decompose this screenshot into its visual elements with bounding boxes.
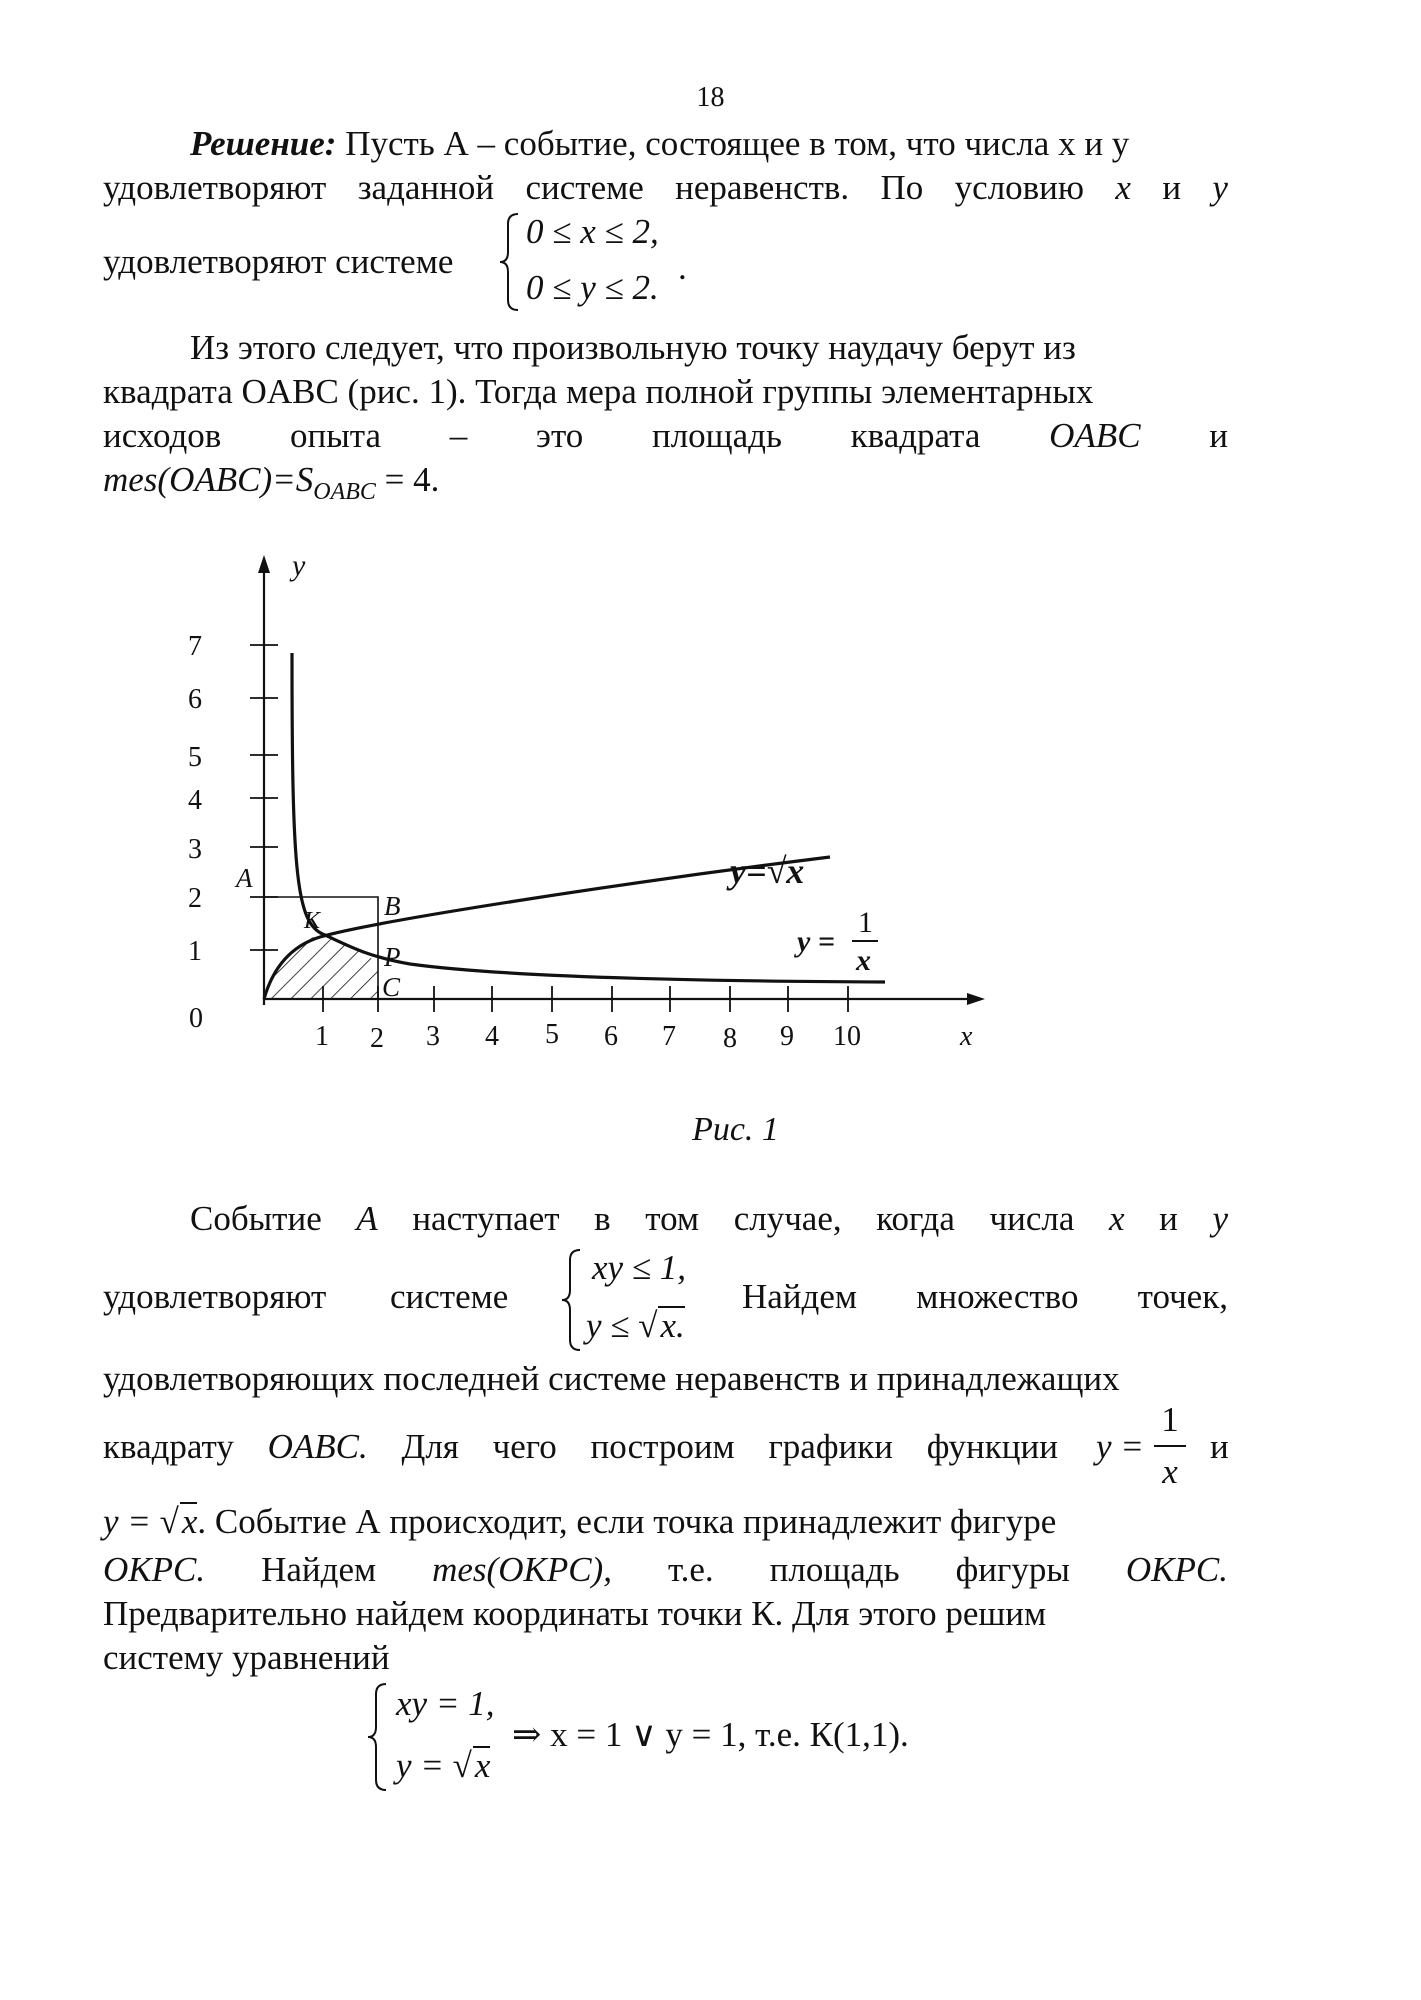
radicand: x bbox=[474, 1746, 491, 1785]
curve-inverse-label-lhs: y = bbox=[797, 925, 835, 958]
word: y bbox=[1212, 168, 1228, 207]
origin-label: 0 bbox=[189, 1003, 203, 1034]
p1-line1 bbox=[190, 122, 1129, 166]
ineq-lhs: y ≤ bbox=[586, 1306, 639, 1345]
system3-result: ⇒ x = 1 ∨ y = 1, т.е. К(1,1). bbox=[512, 1715, 909, 1754]
word: – bbox=[449, 416, 468, 455]
mes-expr: mes(OABC)=S bbox=[103, 460, 314, 499]
fraction-bar bbox=[1154, 1445, 1186, 1447]
word: графики bbox=[768, 1427, 893, 1466]
p1-line1-rest: Пусть А – событие, состоящее в том, что числа x и y bbox=[336, 124, 1130, 163]
word: OABC. bbox=[267, 1427, 368, 1466]
word: y bbox=[1212, 1199, 1228, 1238]
word: условию bbox=[954, 168, 1085, 207]
word: Найдем bbox=[742, 1277, 858, 1316]
figure-caption: Рис. 1 bbox=[692, 1111, 779, 1148]
system1-line-b: 0 ≤ y ≤ 2. bbox=[526, 268, 659, 307]
word: множество bbox=[916, 1277, 1079, 1316]
word: фигуры bbox=[955, 1550, 1070, 1589]
word: Для bbox=[401, 1427, 459, 1466]
word: числа bbox=[989, 1199, 1075, 1238]
word: площадь bbox=[769, 1550, 900, 1589]
x-tick-label: 8 bbox=[723, 1023, 737, 1054]
x-tick-label: 6 bbox=[604, 1021, 618, 1052]
word: mes(OKPC), bbox=[432, 1550, 612, 1589]
y-axis-label: y bbox=[292, 549, 306, 582]
p2-line1: Из этого следует, что произвольную точку наудачу берут из bbox=[190, 328, 1076, 367]
x-tick-label: 3 bbox=[426, 1021, 440, 1052]
word: удовлетворяют bbox=[103, 168, 327, 207]
word: наступает bbox=[412, 1199, 560, 1238]
eq-lhs: y = bbox=[396, 1746, 453, 1785]
brace-icon bbox=[498, 212, 522, 312]
system1-line-a: 0 ≤ x ≤ 2, bbox=[526, 212, 659, 251]
curve-inverse-numerator: 1 bbox=[858, 906, 873, 939]
word: квадрату bbox=[103, 1427, 234, 1466]
p3-line4 bbox=[103, 1425, 1058, 1469]
word: когда bbox=[876, 1199, 955, 1238]
word: т.е. bbox=[667, 1550, 714, 1589]
point-a-label: A bbox=[236, 863, 253, 893]
word: функции bbox=[926, 1427, 1058, 1466]
system1-end: . bbox=[678, 248, 687, 287]
mes-value: = 4. bbox=[375, 460, 440, 499]
system2-line-b: y ≤ √x. bbox=[586, 1306, 685, 1345]
radicand: x bbox=[181, 1502, 198, 1541]
word: это bbox=[535, 416, 584, 455]
curve-inverse-denominator: x bbox=[856, 944, 871, 977]
system2-line-a: xy ≤ 1, bbox=[592, 1248, 687, 1287]
word: OABC bbox=[1049, 416, 1141, 455]
brace-icon bbox=[560, 1248, 584, 1352]
p3-line2-prefix-a: удовлетворяют bbox=[103, 1277, 327, 1316]
subscript: OABC bbox=[313, 479, 376, 505]
y-tick-label: 5 bbox=[188, 742, 202, 773]
word: чего bbox=[492, 1427, 557, 1466]
word: А bbox=[356, 1199, 378, 1238]
page-number: 18 bbox=[696, 82, 725, 113]
word: и bbox=[1159, 1199, 1178, 1238]
y-tick-label: 1 bbox=[188, 936, 202, 967]
word: опыта bbox=[290, 416, 382, 455]
brace-icon bbox=[366, 1682, 390, 1792]
system3-line-a: xy = 1, bbox=[396, 1684, 495, 1723]
p3-line4-frac-den: x bbox=[1162, 1452, 1178, 1491]
word: заданной bbox=[357, 168, 495, 207]
word: OKPC. bbox=[103, 1550, 206, 1589]
y-tick-label: 2 bbox=[188, 883, 202, 914]
p3-line5: y = √x. Событие А происходит, если точка принадлежит фигуре bbox=[103, 1502, 1057, 1541]
word: x bbox=[1115, 168, 1131, 207]
word: неравенств. bbox=[675, 168, 850, 207]
p3-line4-frac-num: 1 bbox=[1161, 1400, 1179, 1439]
word: OKPC. bbox=[1125, 1550, 1228, 1589]
eq-lhs: y = bbox=[103, 1502, 160, 1541]
word: построим bbox=[590, 1427, 735, 1466]
p2-line2: квадрата OABC (рис. 1). Тогда мера полной группы элементарных bbox=[103, 372, 1094, 411]
p1-line2 bbox=[103, 166, 1228, 210]
word: x bbox=[1108, 1199, 1125, 1238]
x-tick-label: 1 bbox=[315, 1021, 329, 1052]
p3-line2-suffix bbox=[742, 1275, 1228, 1319]
x-axis-arrow-icon bbox=[967, 993, 985, 1005]
x-axis-label: x bbox=[960, 1021, 973, 1052]
p3-line6 bbox=[103, 1548, 1228, 1592]
p3-line1 bbox=[190, 1197, 1228, 1241]
figure-graph bbox=[170, 545, 1000, 1075]
word: системе bbox=[525, 168, 644, 207]
p3-line4-frac-lhs: y = bbox=[1096, 1427, 1144, 1466]
x-tick-label: 10 bbox=[833, 1021, 861, 1052]
word: случае, bbox=[733, 1199, 842, 1238]
curve-sqrt-label: y=√x bbox=[730, 851, 805, 891]
word: По bbox=[880, 168, 924, 207]
p2-line3 bbox=[103, 414, 1228, 458]
word: Найдем bbox=[261, 1550, 377, 1589]
radicand: x. bbox=[660, 1306, 685, 1345]
point-k-label: K bbox=[304, 908, 321, 934]
x-tick-label: 5 bbox=[545, 1019, 559, 1050]
word: том bbox=[645, 1199, 700, 1238]
x-tick-label: 9 bbox=[780, 1021, 794, 1052]
p1-line3-prefix: удовлетворяют системе bbox=[103, 242, 454, 281]
p3-line3: удовлетворяющих последней системе неравенств и принадлежащих bbox=[103, 1359, 1120, 1398]
y-tick-label: 6 bbox=[188, 684, 202, 715]
p3-line8: систему уравнений bbox=[103, 1638, 390, 1677]
x-tick-label: 4 bbox=[485, 1021, 499, 1052]
line5-rest: . Событие А происходит, если точка принадлежит фигуре bbox=[197, 1502, 1057, 1541]
point-b-label: B bbox=[384, 891, 401, 921]
point-p-label: P bbox=[384, 942, 401, 972]
p3-line4-end: и bbox=[1210, 1427, 1229, 1466]
p3-line7: Предварительно найдем координаты точки К. Для этого решим bbox=[103, 1594, 1047, 1633]
word: Событие bbox=[190, 1199, 322, 1238]
word: площадь bbox=[651, 416, 782, 455]
y-tick-label: 4 bbox=[188, 785, 202, 816]
p3-line2-prefix-b: системе bbox=[390, 1277, 509, 1316]
word: и bbox=[1162, 168, 1182, 207]
word: квадрата bbox=[850, 416, 981, 455]
y-tick-label: 7 bbox=[188, 631, 202, 662]
p2-line4 bbox=[103, 458, 439, 506]
x-tick-label: 2 bbox=[370, 1023, 384, 1054]
y-axis-arrow-icon bbox=[258, 555, 270, 573]
solution-lead: Решение: bbox=[190, 124, 337, 163]
y-tick-label: 3 bbox=[188, 834, 202, 865]
word: в bbox=[594, 1199, 611, 1238]
x-tick-label: 7 bbox=[662, 1021, 676, 1052]
word: исходов bbox=[103, 416, 222, 455]
system3-line-b: y = √x bbox=[396, 1746, 491, 1785]
word: и bbox=[1209, 416, 1228, 455]
point-c-label: C bbox=[382, 972, 401, 1002]
word: точек, bbox=[1137, 1277, 1228, 1316]
